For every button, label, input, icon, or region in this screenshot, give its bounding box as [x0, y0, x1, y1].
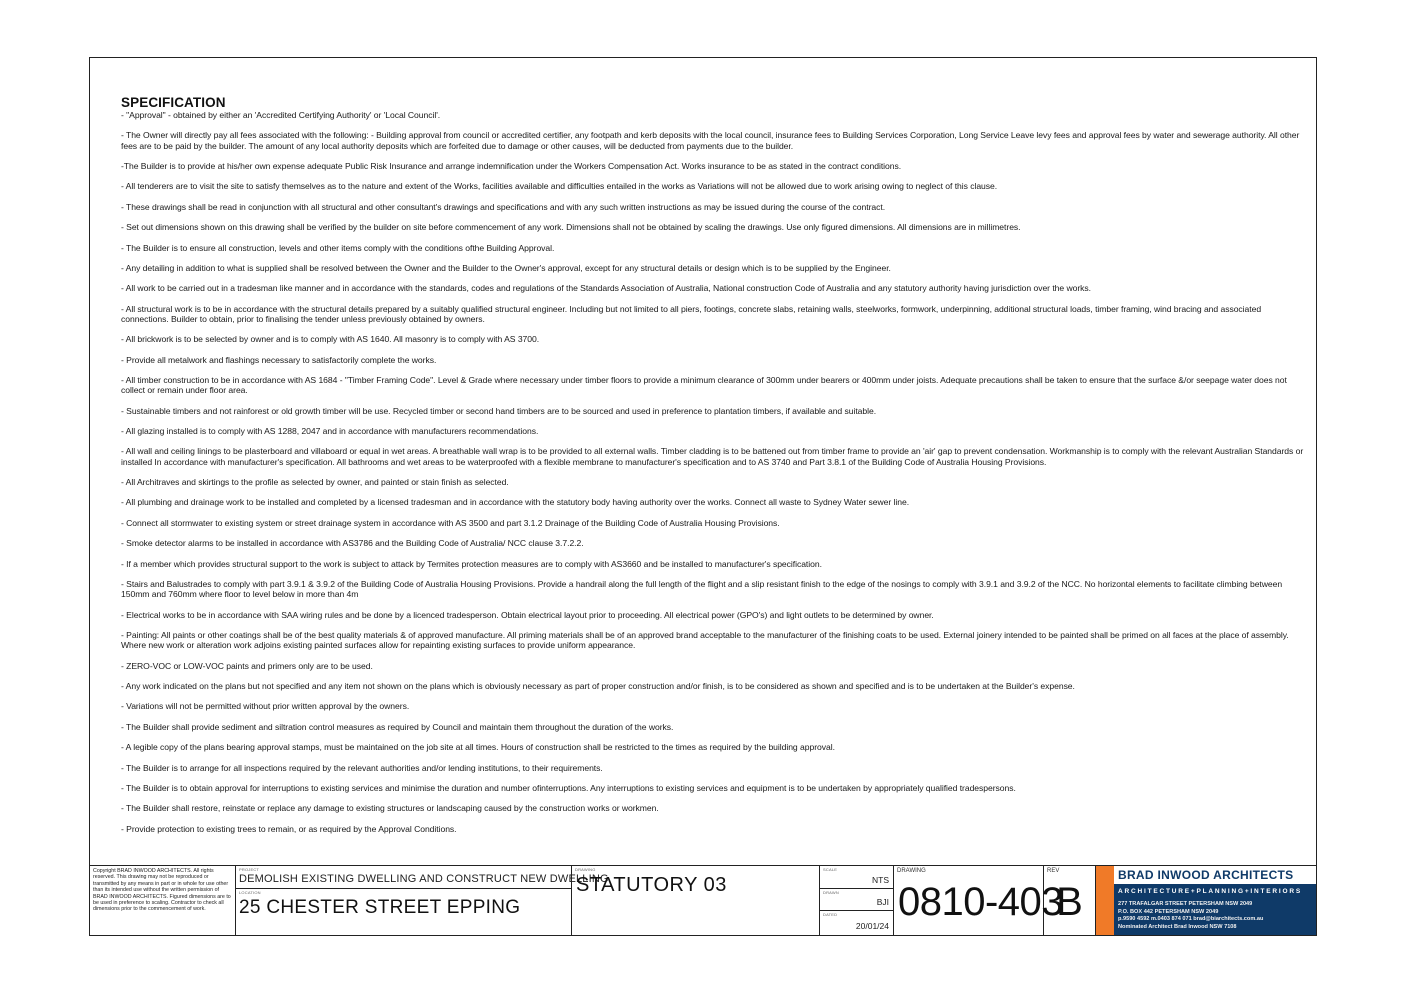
spec-clause: - All Architraves and skirtings to the profile as selected by owner, and painted or stain finish as selected.	[121, 477, 509, 488]
drawing-number: 0810-403	[898, 880, 1064, 924]
project-label: PROJECT	[239, 867, 260, 872]
spec-clause: - These drawings shall be read in conjunction with all structural and other consultant's drawings and specifications and with any such written instructions as may be issued during the course of the contract.	[121, 201, 886, 212]
architect-brand-cell	[1096, 866, 1316, 935]
revision-cell	[1044, 866, 1096, 935]
spec-clause: - Any work indicated on the plans but not specified and any item not shown on the plans which is obviously necessary as part of proper construction and/or finish, is to be considered as shown and specified and is to be undertaken at the Builder's expense.	[121, 680, 1075, 691]
drawn-value: BJI	[876, 897, 889, 908]
specification-list	[121, 110, 1306, 834]
spec-clause: - The Builder shall provide sediment and siltration control measures as required by Council and maintain them throughout the duration of the works.	[121, 721, 674, 732]
spec-clause: - Any detailing in addition to what is supplied shall be resolved between the Owner and the Builder to the Owner's approval, except for any structural details or design which is to be supplied by the Engineer.	[121, 262, 891, 273]
revision-label: REV	[1047, 868, 1060, 874]
spec-clause: - Provide protection to existing trees to remain, or as required by the Approval Conditions.	[121, 823, 457, 834]
spec-clause: - All glazing installed is to comply with AS 1288, 2047 and in accordance with manufacturers recommendations.	[121, 426, 539, 437]
spec-clause: - The Owner will directly pay all fees associated with the following: - Building approval from council or accredited certifier, any footpath and kerb deposits with the local council, insurance fees to Building Services Corporation, Long Service Leave levy fees and approval fees by water and sewerage authority. All other fees are to be paid by the builder. The amount of any local authority deposits which are forfeited due to damage or other causes, will be deducted from payments due to the builder.	[121, 130, 1300, 151]
spec-clause: - Sustainable timbers and not rainforest or old growth timber will be use. Recycled timber or second hand timbers are to be sourced and used in preference to plantation timbers, if available and suitable.	[121, 405, 877, 416]
spec-clause: - All structural work is to be in accordance with the structural details prepared by a suitably qualified structural engineer. Including but not limited to all piers, footings, concrete slabs, retaining walls, steelworks, formwork, underpinning, additional structural loads, timber framing, wind bracing and associated connections. Builder to obtain, prior to finalising the tender unless previously obtained by owners.	[121, 303, 1262, 324]
spec-clause: - "Approval" - obtained by either an 'Accredited Certifying Authority' or 'Local Council'.	[121, 110, 441, 120]
drawn-label: DRAWN	[823, 889, 839, 895]
spec-clause: - The Builder shall restore, reinstate or replace any damage to existing structures or landscaping caused by the construction works or workmen.	[121, 803, 659, 814]
meta-cell	[820, 866, 894, 935]
copyright-note: Copyright BRAD INWOOD ARCHITECTS. All rights reserved. This drawing may not be reproduced or transmitted by any means in part or in whole for use other than its intended use without the written permission of BRAD INWOOD ARCHITECTS. Figured dimensions are to be used in preference to scaling. Contractor to check all dimensions prior to the commencement of work.	[93, 868, 231, 913]
spec-clause: - If a member which provides structural support to the work is subject to attack by Termites protection measures are to comply with AS3660 and be installed to manufacturer's specification.	[121, 558, 822, 569]
firm-contact: p.9590 4592 m.0403 874 071 brad@biarchitects.com.au	[1118, 916, 1264, 923]
scale-label: SCALE	[823, 867, 838, 872]
firm-po-box: P.O. BOX 442 PETERSHAM NSW 2049	[1118, 908, 1219, 915]
spec-clause: - Smoke detector alarms to be installed in accordance with AS3786 and the Building Code of Australia/ NCC clause 3.7.2.2.	[121, 538, 584, 549]
dated-value: 20/01/24	[855, 920, 889, 931]
drawing-title: STATUTORY 03	[576, 874, 727, 896]
spec-clause: -The Builder is to provide at his/her own expense adequate Public Risk Insurance and arrange indemnification under the Workers Compensation Act. Works insurance to be as stated in the contract conditions.	[121, 160, 902, 171]
specification-section	[121, 95, 1306, 844]
firm-name: BRAD INWOOD ARCHITECTS	[1114, 866, 1316, 884]
spec-clause: - Provide all metalwork and flashings necessary to satisfactorily complete the works.	[121, 354, 437, 365]
location-label: LOCATION	[239, 890, 261, 895]
drawing-sheet	[89, 57, 1317, 936]
specification-title: SPECIFICATION	[121, 95, 226, 110]
spec-clause: - Connect all stormwater to existing system or street drainage system in accordance with AS 3500 and part 3.1.2 Drainage of the Building Code of Australia Housing Provisions.	[121, 517, 780, 528]
scale-row	[820, 866, 893, 889]
spec-clause: - All timber construction to be in accordance with AS 1684 - "Timber Framing Code". Level & Grade where necessary under timber floors to provide a minimum clearance of 300mm under bearers or 400mm under joists. Adequate precautions shall be taken to ensure that the surface &/or seepage water does not collect or remain under floor area.	[121, 375, 1287, 396]
project-name: DEMOLISH EXISTING DWELLING AND CONSTRUCT NEW DWELLING	[239, 873, 609, 885]
spec-clause: - The Builder is to obtain approval for interruptions to existing services and minimise the duration and number ofinterruptions. Any interruptions to existing services and equipment is to be undertaken by appropriately qualified tradespersons.	[121, 782, 1016, 793]
firm-tagline: ARCHITECTURE+PLANNING+INTERIORS	[1118, 888, 1303, 895]
project-location: 25 CHESTER STREET EPPING	[239, 897, 521, 918]
dated-label: DATED	[823, 912, 838, 918]
spec-clause: - The Builder is to arrange for all inspections required by the relevant authorities and/or lending institutions, to their requirements.	[121, 762, 603, 773]
brand-accent-bar	[1096, 866, 1114, 935]
brand-panel	[1114, 866, 1316, 935]
spec-clause: - Variations will not be permitted without prior written approval by the owners.	[121, 701, 410, 712]
nominated-architect: Nominated Architect Brad Inwood NSW 7108	[1118, 923, 1237, 930]
spec-clause: - Stairs and Balustrades to comply with part 3.9.1 & 3.9.2 of the Building Code of Australia Housing Provisions. Provide a handrail along the full length of the flight and a slip resistant finish to the edge of the nosings to comply with 3.9.1 and 3.9.2 of the NCC. No horizontal elements to facilitate climbing between 150mm and 760mm where floor to level below in more than 4m	[121, 579, 1283, 600]
spec-clause: - All wall and ceiling linings to be plasterboard and villaboard or equal in wet areas. A breathable wall wrap is to be provided to all external walls. Timber cladding is to be battened out from timber frame to provide an 'air' gap to prevent condensation. Workmanship is to comply with the relevant Australian Standards or installed In accordance with manufacturer's specification. All bathrooms and wet areas to be waterproofed with a flexible membrane to manufacturer's specification and to AS 3740 and Part 3.8.1 of the Building Code of Australia Housing Provisions.	[121, 446, 1304, 467]
spec-clause: - Painting: All paints or other coatings shall be of the best quality materials & of approved manufacture. All priming materials shall be of an approved brand acceptable to the manufacturer of the finishing coats to be used. External joinery intended to be painted shall be primed on all faces at the place of assembly. Where new work or alteration work adjoins existing painted surfaces allow for repainting existing surfaces to provide uniform appearance.	[121, 630, 1289, 651]
spec-clause: - Electrical works to be in accordance with SAA wiring rules and be done by a licenced tradesperson. Obtain electrical layout prior to proceeding. All electrical power (GPO's) and light outlets to be determined by owner.	[121, 609, 934, 620]
revision-value: B	[1056, 880, 1083, 924]
spec-clause: - A legible copy of the plans bearing approval stamps, must be maintained on the job site at all times. Hours of construction shall be restricted to the times as required by the building approval.	[121, 742, 835, 753]
drawn-row	[820, 889, 893, 912]
spec-clause: - All work to be carried out in a tradesman like manner and in accordance with the standards, codes and regulations of the Standards Association of Australia, National construction Code of Australia and any statutory authority having jurisdiction over the works.	[121, 283, 1091, 294]
spec-clause: - ZERO-VOC or LOW-VOC paints and primers only are to be used.	[121, 660, 373, 671]
spec-clause: - Set out dimensions shown on this drawing shall be verified by the builder on site before commencement of any work. Dimensions shall not be obtained by scaling the drawings. Use only figured dimensions. All dimensions are in millimetres.	[121, 222, 1021, 233]
spec-clause: - All tenderers are to visit the site to satisfy themselves as to the nature and extent of the Works, facilities available and difficulties entailed in the works as Variations will not be allowed due to work arising owing to neglect of this clause.	[121, 181, 998, 192]
drawing-number-label: DRAWING	[897, 868, 926, 874]
copyright-cell	[90, 866, 236, 935]
spec-clause: - All plumbing and drainage work to be installed and completed by a licensed tradesman and in accordance with the statutory body having authority over the works. Connect all waste to Sydney Water sewer line.	[121, 497, 910, 508]
dated-row	[820, 911, 893, 934]
drawing-title-label: DRAWING	[575, 867, 596, 872]
drawing-title-cell	[572, 866, 820, 935]
spec-clause: - The Builder is to ensure all construction, levels and other items comply with the conditions ofthe Building Approval.	[121, 242, 555, 253]
scale-value: NTS	[872, 874, 889, 885]
spec-clause: - All brickwork is to be selected by owner and is to comply with AS 1640. All masonry is to comply with AS 3700.	[121, 334, 540, 345]
firm-address: 277 TRAFALGAR STREET PETERSHAM NSW 2049	[1118, 901, 1253, 907]
title-block	[90, 865, 1316, 935]
